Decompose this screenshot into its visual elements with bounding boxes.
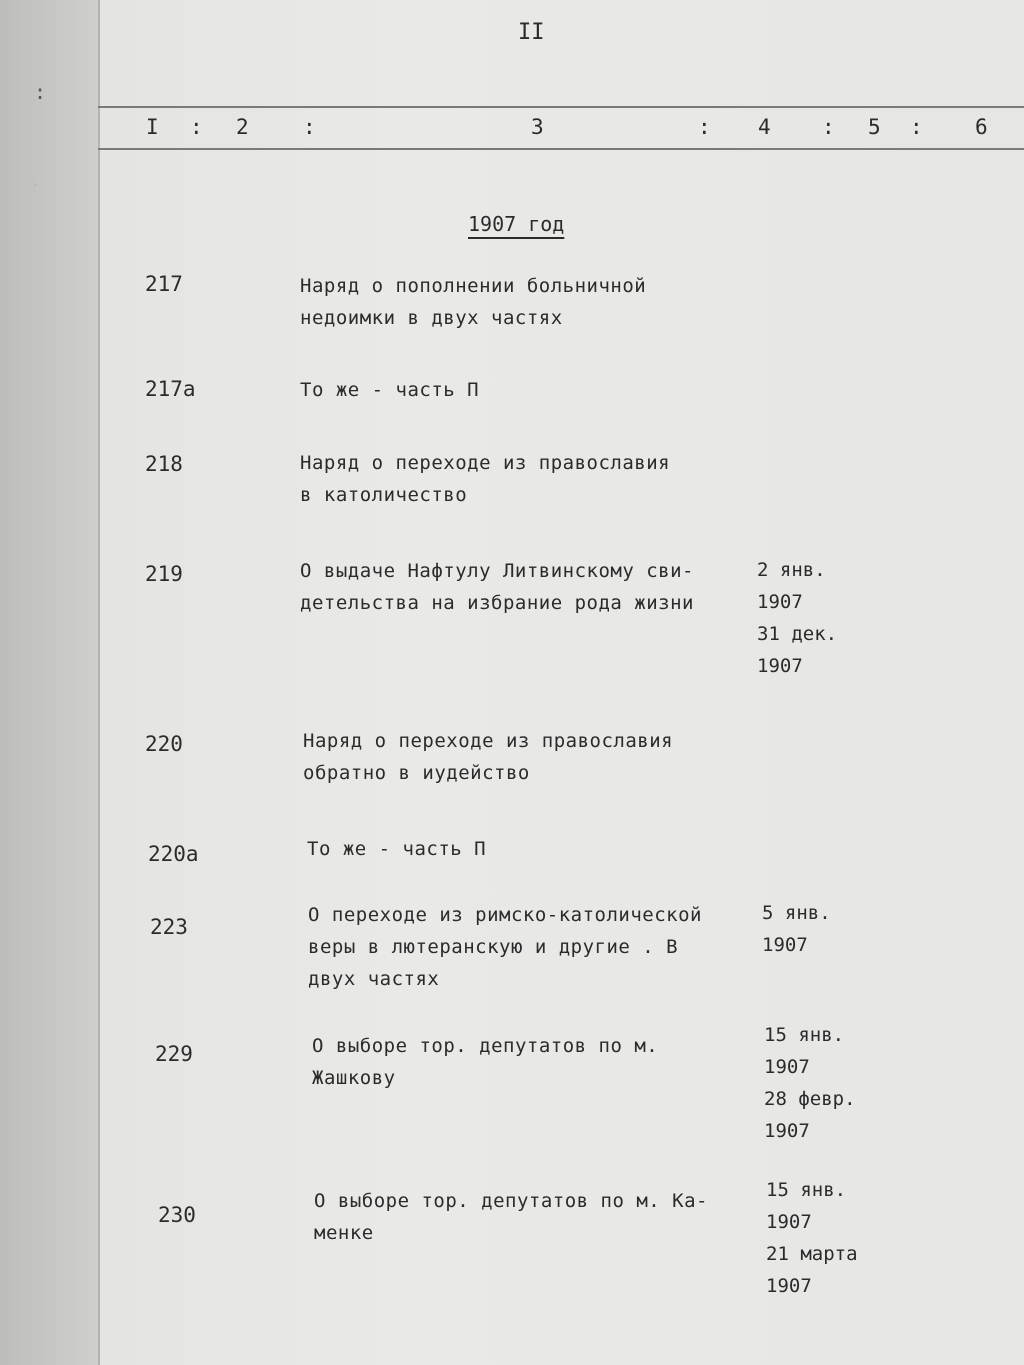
header-rule-top [98,106,1024,108]
date-line: 15 янв. [764,1024,845,1046]
entry-number: 230 [158,1203,196,1227]
col-3: 3 [531,115,545,139]
entry-number: 223 [150,915,188,939]
description-line: О переходе из римско-католической [308,904,702,926]
col-1: I [146,115,160,139]
page-number: II [518,20,545,45]
description-line: О выборе тор. депутатов по м. Ка- [314,1190,708,1212]
description-line: обратно в иудейство [303,762,530,784]
entry-description [300,374,479,406]
col-sep: : [822,115,836,139]
entry-dates [757,554,837,682]
entry-description [307,833,486,865]
side-mark: : [34,80,47,104]
col-sep: : [698,115,712,139]
year-heading: 1907 год [468,212,565,236]
entry-dates [762,897,831,961]
description-line: двух частях [308,968,440,990]
date-line: 2 янв. [757,559,826,581]
date-line: 1907 [766,1211,812,1233]
col-sep: : [910,115,924,139]
description-line: недоимки в двух частях [300,307,563,329]
description-line: веры в лютеранскую и другие . В [308,936,679,958]
entry-number: 218 [145,452,183,476]
entry-number: 220а [148,842,199,866]
entry-description [300,555,694,619]
col-sep: : [303,115,317,139]
underlying-page-edge [0,0,100,1365]
date-line: 1907 [764,1120,810,1142]
date-line: 31 дек. [757,623,838,645]
col-4: 4 [758,115,772,139]
description-line: в католичество [300,484,468,506]
entry-description [308,899,702,995]
entry-dates [766,1174,858,1302]
entry-description [303,725,673,789]
entry-description [300,270,646,334]
date-line: 1907 [766,1275,812,1297]
date-line: 1907 [757,591,803,613]
description-line: Наряд о пополнении больничной [300,275,647,297]
entry-number: 217 [145,272,183,296]
entry-number: 220 [145,732,183,756]
header-rule-bottom [98,148,1024,150]
entry-number: 229 [155,1042,193,1066]
description-line: То же - часть П [300,379,480,401]
entry-description [300,447,670,511]
entry-description [314,1185,708,1249]
date-line: 21 марта [766,1243,858,1265]
description-line: То же - часть П [307,838,487,860]
description-line: Наряд о переходе из православия [303,730,674,752]
description-line: Жашкову [312,1067,396,1089]
date-line: 15 янв. [766,1179,847,1201]
description-line: менке [314,1222,374,1244]
description-line: О выборе тор. депутатов по м. [312,1035,659,1057]
ghost-mark: · [30,175,41,196]
date-line: 1907 [762,934,808,956]
col-2: 2 [236,115,250,139]
description-line: детельства на избрание рода жизни [300,592,694,614]
description-line: Наряд о переходе из православия [300,452,671,474]
description-line: О выдаче Нафтулу Литвинскому сви- [300,560,694,582]
col-6: 6 [975,115,989,139]
entry-number: 217а [145,377,196,401]
date-line: 1907 [764,1056,810,1078]
col-5: 5 [868,115,882,139]
entry-dates [764,1019,856,1147]
col-sep: : [190,115,204,139]
date-line: 1907 [757,655,803,677]
date-line: 28 февр. [764,1088,856,1110]
date-line: 5 янв. [762,902,831,924]
entry-description [312,1030,658,1094]
entry-number: 219 [145,562,183,586]
